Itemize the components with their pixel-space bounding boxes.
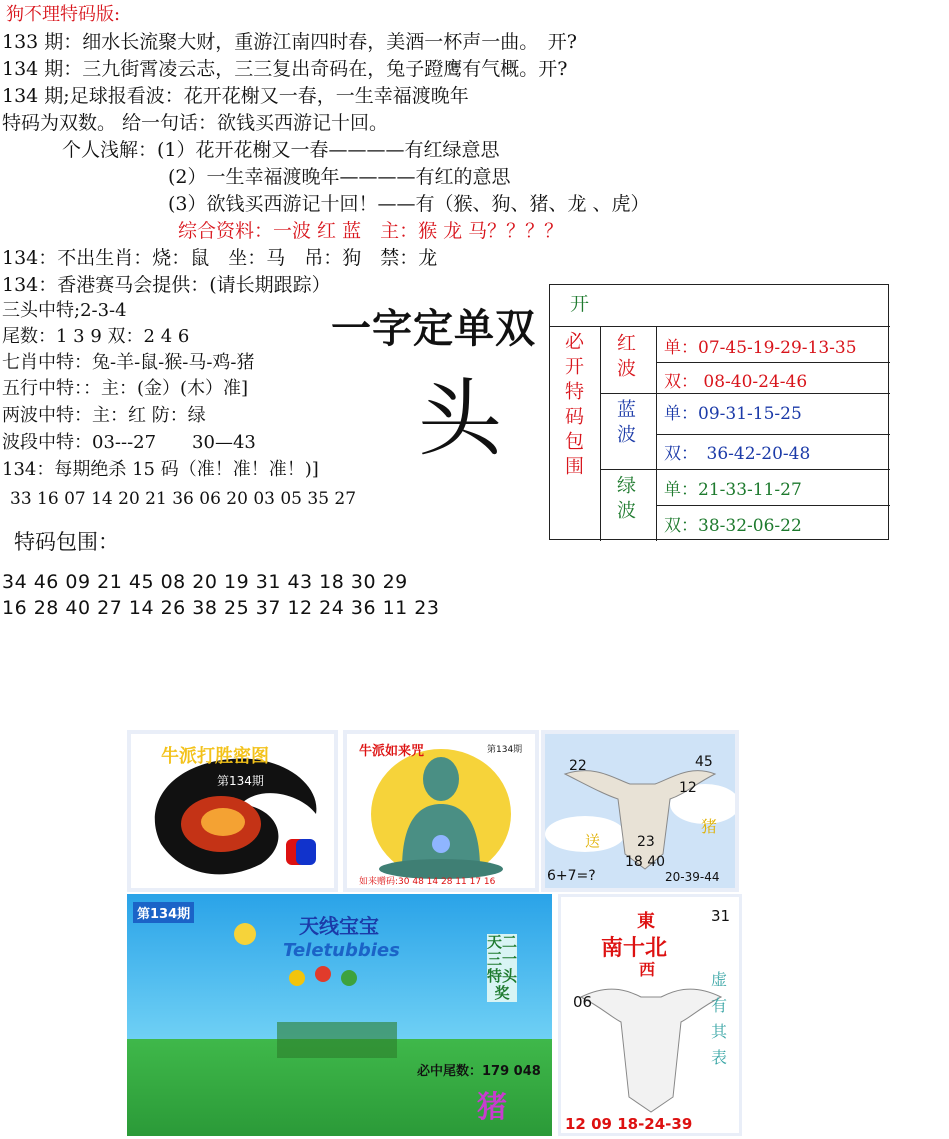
line-134b: 134 期;足球报看波：花开花榭又一春，一生幸福渡晚年 (2, 85, 469, 107)
panel-skull-sky (541, 730, 739, 892)
table-open: 开 (570, 293, 590, 315)
panel5-n1: 31 (711, 907, 731, 925)
blue-single: 单：09-31-15-25 (664, 404, 802, 424)
wrap-row-2: 16 28 40 27 14 26 38 25 37 12 24 36 11 23 (2, 597, 440, 619)
panel5-n2: 06 (573, 993, 593, 1011)
panel4-side: 天二三一特头奖 (487, 933, 518, 1002)
panel3-send: 送 (585, 832, 601, 850)
green-single: 单：21-33-11-27 (664, 480, 802, 500)
panel3-zodiac: 猪 (701, 817, 718, 836)
panel2-title: 牛派如来咒 (359, 744, 425, 759)
line-hk: 134：香港赛马会提供：(请长期跟踪） (2, 274, 331, 296)
line-tail: 尾数：1 3 9 双：2 4 6 (2, 326, 190, 347)
line-p2: (2）一生幸福渡晚年————有红的意思 (168, 166, 511, 188)
red-double: 双： 08-40-24-46 (664, 372, 808, 392)
line-133: 133 期：细水长流聚大财，重游江南四时春，美酒一杯声一曲。 开? (2, 31, 577, 53)
panel-buddha (343, 730, 539, 892)
line-kill: 134：每期绝杀 15 码（准！准！准！)] (2, 459, 319, 480)
page-title: 狗不理特码版: (6, 4, 121, 25)
panel3-equation: 6+7=? (547, 868, 596, 884)
line-noshow: 134：不出生肖：烧：鼠 坐：马 吊：狗 禁：龙 (2, 247, 438, 269)
panel5-top: 東 (637, 911, 655, 932)
panel5-west: 西 (639, 960, 656, 979)
panel2-bottom: 如来赠码:30 48 14 28 11 17 16 (359, 877, 496, 887)
line-twowave: 两波中特：主：红 防：绿 (2, 405, 206, 426)
panel3-n4: 23 (637, 834, 655, 850)
line-wuxing: 五行中特：：主：(金）(木）准] (2, 378, 249, 399)
panel-skull-compass (558, 894, 742, 1136)
panel4-zodiac: 猪 (477, 1090, 507, 1125)
line-zodiac7: 七肖中特：兔-羊-鼠-猴-马-鸡-猪 (2, 352, 255, 373)
panel3-n2: 45 (695, 754, 713, 770)
panel1-title: 牛派打胜密图 (161, 746, 269, 767)
blue-wave-label: 蓝波 (614, 399, 636, 449)
panel3-n3: 12 (679, 780, 697, 796)
teletubbies-graphic (127, 894, 552, 1136)
green-double: 双：38-32-06-22 (664, 516, 802, 536)
line-summary: 综合资料：一波 红 蓝 主：猴 龙 马？？？？ (178, 220, 564, 242)
line-134a: 134 期：三九街霄凌云志，三三复出奇码在，兔子蹬鹰有气概。开? (2, 58, 568, 80)
line-odd: 特码为双数。 给一句话：欲钱买西游记十回。 (2, 112, 389, 134)
panel4-tail: 必中尾数：179 048 (417, 1064, 541, 1079)
panel3-n5: 18 40 (625, 854, 666, 870)
wrap-table (549, 284, 889, 540)
table-side-label: 必开特码包围 (562, 331, 584, 481)
red-wave-label: 红波 (614, 333, 636, 383)
one-word-heading: 一字定单双 (331, 306, 536, 352)
panel2-issue: 第134期 (487, 745, 523, 755)
panel1-issue: 第134期 (213, 772, 268, 789)
line-range: 波段中特：03---27 30—43 (2, 432, 256, 453)
panel3-range: 20-39-44 (665, 870, 720, 884)
tou-character: 头 (418, 370, 503, 468)
wrap-title: 特码包围： (14, 530, 119, 554)
line-p3: (3）欲钱买西游记十回！——有（猴、狗、猪、龙 、虎） (168, 193, 650, 215)
blue-double: 双： 36-42-20-48 (664, 444, 811, 464)
panel3-n1: 22 (569, 758, 587, 774)
line-head3: 三头中特;2-3-4 (2, 300, 127, 321)
panel-teletubbies (127, 894, 552, 1136)
red-single: 单：07-45-19-29-13-35 (664, 338, 857, 358)
panel5-mid: 南十北 (601, 936, 668, 961)
green-wave-label: 绿波 (614, 475, 636, 525)
panel5-side: 虚有其表 (711, 970, 728, 1067)
line-p1: 个人浅解：(1）花开花榭又一春————有红绿意思 (62, 139, 500, 161)
line-killnums: 33 16 07 14 20 21 36 06 20 03 05 35 27 (10, 489, 357, 509)
panel4-title: 天线宝宝 (299, 914, 379, 938)
panel5-bottom: 12 09 18-24-39 (565, 1115, 693, 1133)
panel4-brand: Teletubbies (283, 940, 400, 961)
panel-swirl (127, 730, 338, 892)
panel4-issue: 第134期 (133, 902, 194, 923)
wrap-row-1: 34 46 09 21 45 08 20 19 31 43 18 30 29 (2, 571, 408, 593)
